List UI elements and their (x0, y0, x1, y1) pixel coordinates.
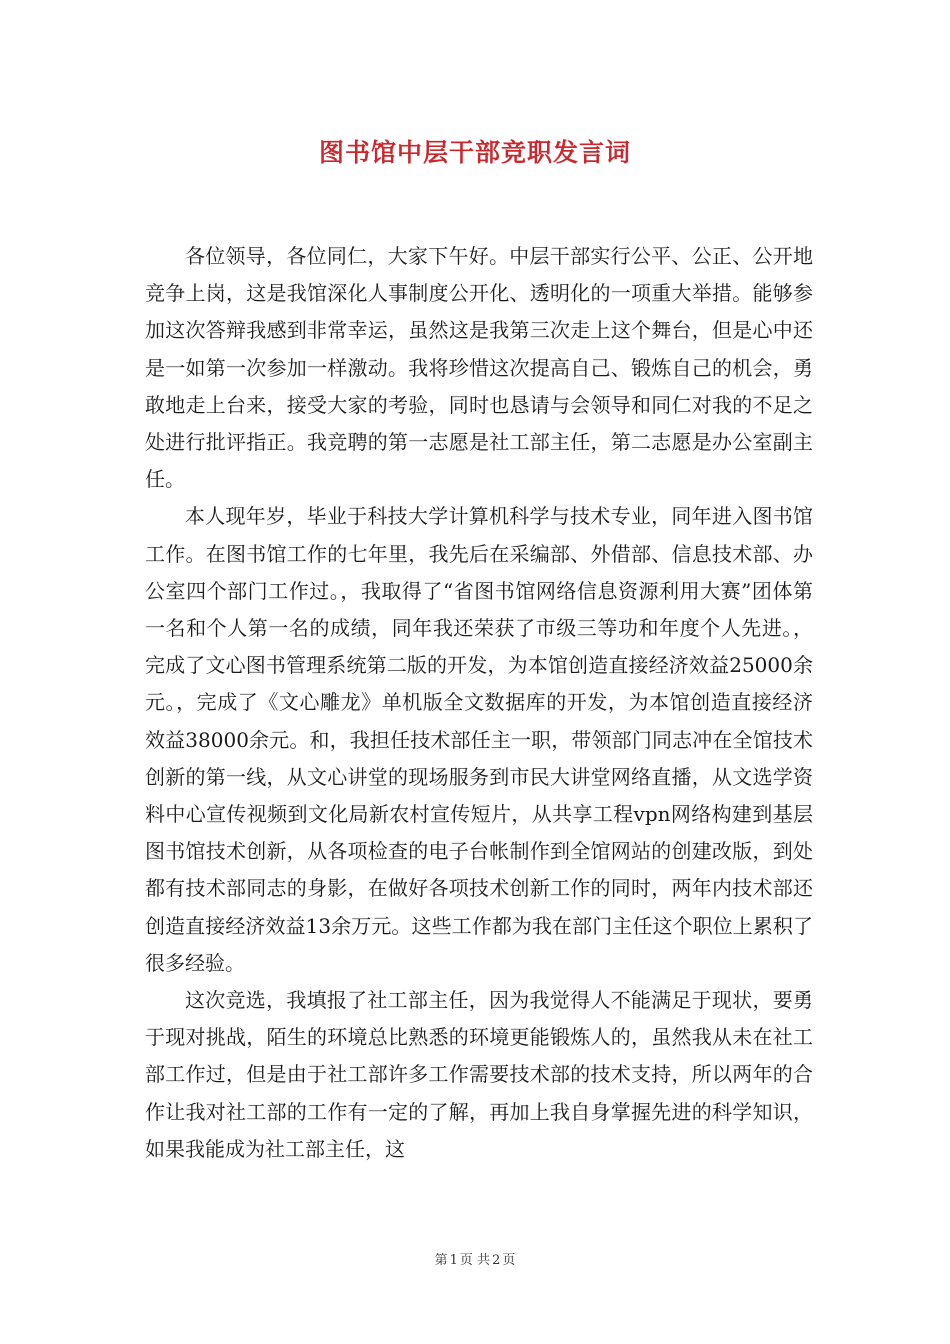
footer-current-page: 1 (449, 1253, 458, 1268)
footer-total-pages: 2 (492, 1253, 501, 1268)
footer-prefix: 第 (434, 1253, 448, 1268)
paragraph-3: 这次竞选，我填报了社工部主任，因为我觉得人不能满足于现状，要勇于现对挑战，陌生的环境总比熟悉的环境更能锻炼人的，虽然我从未在社工部工作过，但是由于社工部许多工作需要技术部的技术支持，所以两年的合作让我对社工部的工作有一定的了解，再加上我自身掌握先进的科学知识，如果我能成为社工部主任，这 (145, 988, 813, 1161)
page-footer (0, 1249, 950, 1268)
footer-middle: 页 共 (459, 1253, 491, 1268)
paragraph-2: 本人现年岁，毕业于科技大学计算机科学与技术专业，同年进入图书馆工作。在图书馆工作的七年里，我先后在采编部、外借部、信息技术部、办公室四个部门工作过。，我取得了“省图书馆网络信息资源利用大赛”团体第一名和个人第一名的成绩，同年我还荣获了市级三等功和年度个人先进。，完成了文心图书管理系统第二版的开发，为本馆创造直接经济效益25000余元。，完成了《文心雕龙》单机版全文数据库的开发，为本馆创造直接经济效益38000余元。和，我担任技术部任主一职，带领部门同志冲在全馆技术创新的第一线，从文心讲堂的现场服务到市民大讲堂网络直播，从文选学资料中心宣传视频到文化局新农村宣传短片，从共享工程vpn网络构建到基层图书馆技术创新，从各项检查的电子台帐制作到全馆网站的创建改版，到处都有技术部同志的身影，在做好各项技术创新工作的同时，两年内技术部还创造直接经济效益13余万元。这些工作都为我在部门主任这个职位上累积了很多经验。 (145, 504, 813, 975)
document-body (145, 238, 813, 1168)
footer-suffix: 页 (502, 1253, 516, 1268)
paragraph-1: 各位领导，各位同仁，大家下午好。中层干部实行公平、公正、公开地竞争上岗，这是我馆深化人事制度公开化、透明化的一项重大举措。能够参加这次答辩我感到非常幸运，虽然这是我第三次走上这个舞台，但是心中还是一如第一次参加一样激动。我将珍惜这次提高自己、锻炼自己的机会，勇敢地走上台来，接受大家的考验，同时也恳请与会领导和同仁对我的不足之处进行批评指正。我竞聘的第一志愿是社工部主任，第二志愿是办公室副主任。 (145, 244, 813, 492)
document-title: 图书馆中层干部竞职发言词 (318, 138, 631, 167)
